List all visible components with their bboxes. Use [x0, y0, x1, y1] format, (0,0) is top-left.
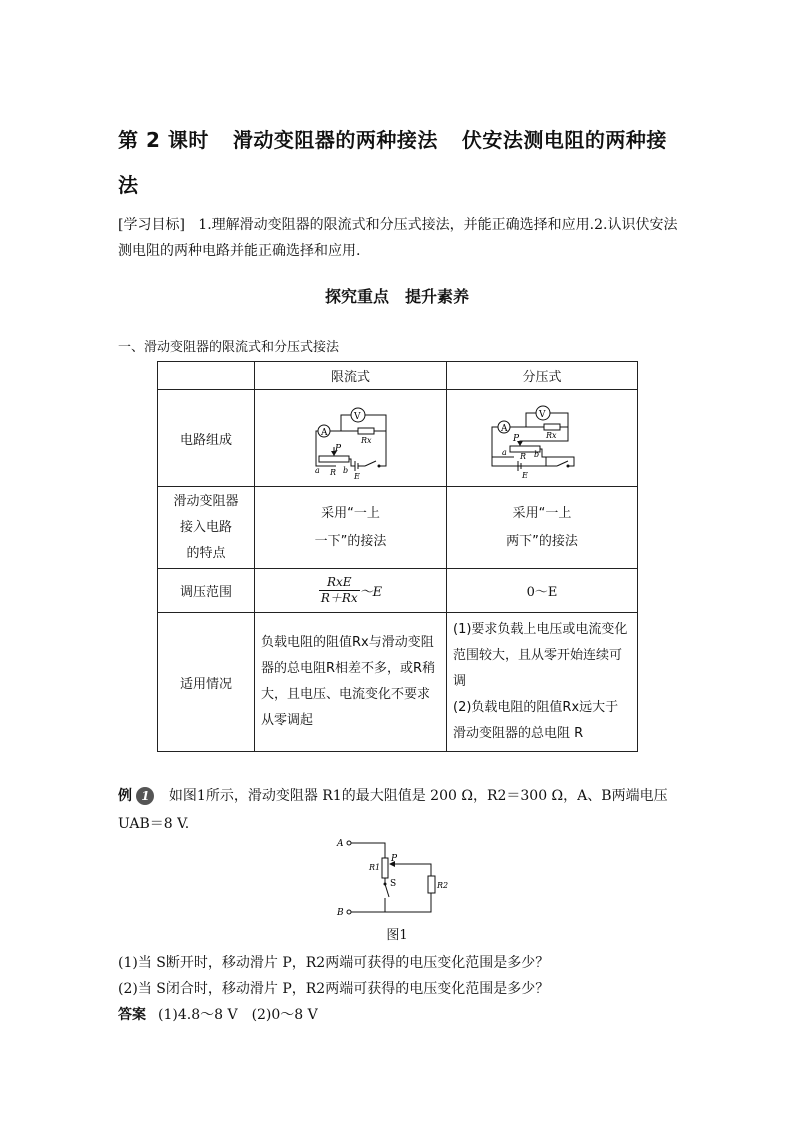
label-b-2: b — [534, 450, 540, 459]
row-feature — [158, 487, 638, 569]
example-label: 例 — [118, 788, 132, 804]
header-limit: 限流式 — [255, 362, 447, 390]
label-r-2: R — [520, 452, 527, 461]
header-empty — [158, 362, 255, 390]
label-e-2: E — [522, 471, 528, 480]
example-1 — [118, 782, 698, 838]
goal-text: 1.理解滑动变阻器的限流式和分压式接法，并能正确选择和应用.2.认识伏安法测电阻的两种电路并能正确选择和应用. — [118, 217, 678, 259]
learning-goals — [118, 212, 688, 264]
fig-label-b: B — [337, 908, 344, 918]
fig-label-p: P — [391, 854, 398, 864]
feature-divide — [447, 487, 638, 569]
circuit-divide-cell — [447, 390, 638, 487]
title-part1: 第 2 课时 — [118, 128, 209, 152]
feature-label-line2: 接入电路 — [179, 519, 232, 535]
figure-caption: 图1 — [386, 928, 408, 943]
feature-divide-line2: 两下”的接法 — [506, 533, 578, 549]
circuit-limit-cell — [255, 390, 447, 487]
label-feature — [158, 487, 255, 569]
range-limit-denominator: R＋Rx — [320, 591, 358, 605]
label-circuit: 电路组成 — [158, 390, 255, 487]
row-range — [158, 569, 638, 613]
feature-limit-line2: 一下”的接法 — [314, 533, 387, 549]
goal-label: [学习目标] — [118, 217, 185, 233]
range-limit — [255, 569, 447, 613]
label-ammeter-1: A — [320, 428, 327, 438]
row-circuit — [158, 390, 638, 487]
header-divide: 分压式 — [447, 362, 638, 390]
label-voltmeter-2: V — [539, 410, 546, 420]
label-a-1: a — [314, 466, 320, 475]
usage-divide — [447, 613, 638, 752]
answer-text: (1)4.8～8 V (2)0～8 V — [158, 1007, 318, 1023]
example-number-badge: 1 — [136, 787, 154, 805]
section-title: 探究重点 提升素养 — [324, 287, 469, 306]
limit-circuit-diagram — [291, 391, 411, 481]
label-rx-1: Rx — [360, 436, 372, 445]
label-range: 调压范围 — [158, 569, 255, 613]
feature-limit — [255, 487, 447, 569]
answer — [118, 1004, 318, 1024]
lesson-title — [118, 118, 688, 208]
feature-divide-line1: 采用“一上 — [512, 505, 572, 521]
label-ammeter-2: A — [501, 424, 508, 434]
usage-limit: 负载电阻的阻值Rx与滑动变阻器的总电阻R相差不多，或R稍大，且电压、电流变化不要求从零调起 — [255, 613, 447, 752]
title-part3: 伏安法测电阻的两种接 — [461, 128, 667, 152]
label-b-1: b — [342, 466, 348, 475]
subhead: 一、滑动变阻器的限流式和分压式接法 — [118, 340, 340, 355]
label-r-1: R — [329, 468, 336, 477]
answer-label: 答案 — [118, 1007, 146, 1023]
label-a-2: a — [502, 448, 507, 457]
row-usage — [158, 613, 638, 752]
usage-divide-1: (1)要求负载上电压或电流变化范围较大，且从零开始连续可调 — [453, 622, 628, 689]
fig-label-s: S — [390, 879, 397, 889]
usage-divide-2: (2)负载电阻的阻值Rx远大于滑动变阻器的总电阻 R — [453, 700, 619, 741]
range-limit-tail: ～E — [359, 585, 383, 600]
range-divide: 0～E — [447, 569, 638, 613]
label-e-1: E — [353, 472, 360, 481]
question-2: (2)当 S闭合时，移动滑片 P，R2两端可获得的电压变化范围是多少？ — [118, 981, 550, 997]
label-p-2: P — [513, 434, 520, 444]
feature-limit-line1: 采用“一上 — [321, 505, 380, 521]
divide-circuit-diagram — [482, 391, 602, 481]
range-limit-numerator: RxE — [319, 575, 360, 591]
fig-label-r1: R1 — [369, 863, 381, 872]
title-part2: 滑动变阻器的两种接法 — [232, 128, 438, 152]
question-1: (1)当 S断开时，移动滑片 P，R2两端可获得的电压变化范围是多少？ — [118, 955, 550, 971]
comparison-table — [157, 361, 638, 752]
label-p-1: P — [334, 444, 341, 454]
label-rx-2: Rx — [546, 431, 557, 440]
label-voltmeter-1: V — [353, 412, 360, 422]
title-part4: 法 — [118, 173, 139, 197]
feature-label-line1: 滑动变阻器 — [173, 493, 239, 509]
fig-label-r2: R2 — [437, 881, 449, 890]
label-usage: 适用情况 — [158, 613, 255, 752]
table-header-row — [158, 362, 638, 390]
fig-label-a: A — [337, 839, 344, 849]
example-text: 如图1所示，滑动变阻器 R1的最大阻值是 200 Ω，R2＝300 Ω，A、B两端电压 UAB＝8 V. — [118, 788, 668, 832]
feature-label-line3: 的特点 — [186, 545, 226, 561]
figure-1-circuit — [335, 834, 455, 920]
